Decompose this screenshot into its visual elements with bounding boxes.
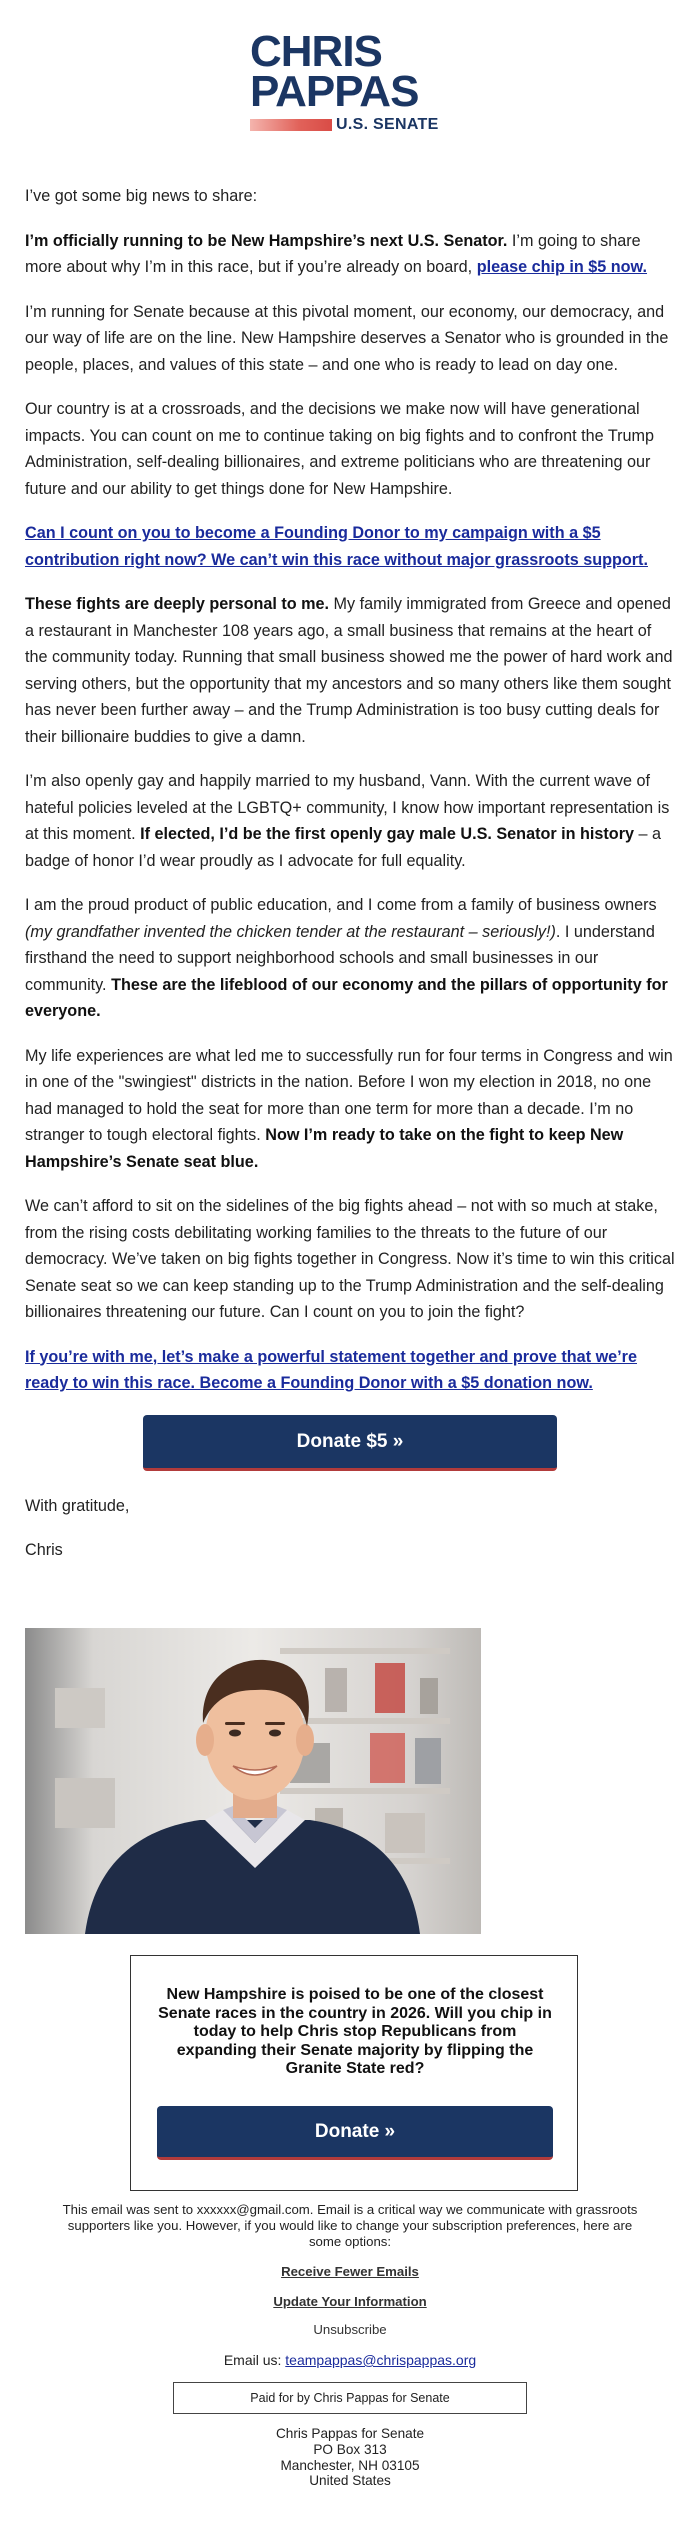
education-paragraph: I am the proud product of public education, and I come from a family of business owners (my grandfather invented the chicken tender at the restaurant – seriously!). I understand firsthand the need to support neighborhood schools and small businesses in our community. These are the lifeblood of our economy and the pillars of opportunity for everyone. [25,896,668,1020]
donate-cta-paragraph [25,1344,675,1397]
address-country: United States [309,2473,391,2489]
chip-in-link[interactable]: please chip in $5 now. [476,258,648,276]
callout-text: New Hampshire is poised to be one of the closest Senate races in the country in 2026. Will you chip in today to help Chris stop Republicans from expanding their Senate majority by flipping the Granite State red? [158,1986,552,2077]
logo-subtitle-row [250,116,460,134]
receive-fewer-emails-link[interactable]: Receive Fewer Emails [281,2264,419,2279]
family-paragraph: These fights are deeply personal to me. My family immigrated from Greece and opened a restaurant in Manchester 108 years ago, a small business that remains at the heart of the community today. Running that small business showed me the power of hard work and serving others, but the opportunity that my ancestors and so many others like them sought has never been further away – and the Trump Administration is too busy cutting deals for their billionaire buddies to give a damn. [25,595,673,746]
email-body [25,183,675,1582]
email-us-line: Email us: teampappas@chrispappas.org [223,2352,477,2368]
campaign-logo [250,27,460,142]
crossroads-paragraph: Our country is at a crossroads, and the decisions we make now will have generational impacts. You can count on me to continue taking on big fights and to confront the Trump Administration, self-dealing billionaires, and extreme politicians who are threatening our future and our ability to get things done for New Hampshire. [25,400,655,498]
experience-paragraph: My life experiences are what led me to successfully run for four terms in Congress and win in one of the "swingiest" districts in the nation. Before I won my election in 2018, no one had managed to hold the seat for more than one term for more than a decade. I’m no stranger to tough electoral fights. Now I’m ready to take on the fight to keep New Hampshire’s Senate seat blue. [25,1046,673,1171]
unsubscribe-link[interactable]: Unsubscribe [313,2322,387,2337]
logo-first-name: CHRIS [250,27,382,76]
equality-paragraph: I’m also openly gay and happily married to my husband, Vann. With the current wave of hateful policies leveled at the LGBTQ+ community, I know how important representation is at this moment. If elected, I’d be the first openly gay male U.S. Senator in history – a badge of honor I’d wear proudly as I advocate for full equality. [25,772,670,870]
callout-donate-button[interactable]: Donate » [157,2106,553,2160]
update-information-link[interactable]: Update Your Information [273,2294,427,2309]
callout-box [130,1955,578,2191]
closing-line: With gratitude, [25,1496,130,1515]
founding-donor-link[interactable]: Can I count on you to become a Founding Donor to my campaign with a $5 contribution right now? We can’t win this race without major grassroots support. [25,524,648,569]
intro-paragraph: I’ve got some big news to share: [25,187,258,205]
why-running-paragraph: I’m running for Senate because at this pivotal moment, our economy, our democracy, and our way of life are on the line. New Hampshire deserves a Senator who is grounded in the people, places, and values of this state – and one who is ready to lead on day one. [25,302,669,374]
address-name: Chris Pappas for Senate [275,2426,425,2441]
logo-subtitle: U.S. SENATE [336,116,439,133]
logo-stripe [250,119,332,131]
logo-last-name: PAPPAS [250,67,419,116]
donate-button-row [25,1415,675,1471]
signature: Chris [25,1541,63,1559]
footer-notice: This email was sent to xxxxxx@gmail.com. Email is a critical way we communicate with grassroots supporters like you. However, if you would like to change your subscription preferences, here are some options: [62,2202,638,2249]
donate-5-button[interactable]: Donate $5 » [143,1415,557,1471]
address-po-box: PO Box 313 [313,2441,387,2457]
paid-for-disclaimer: Paid for by Chris Pappas for Senate [173,2382,527,2414]
announcement-paragraph: I’m officially running to be New Hampshire’s next U.S. Senator. I’m going to share more about why I’m in this race, but if you’re already on board, please chip in $5 now. [25,231,648,276]
address-city: Manchester, NH 03105 [280,2457,420,2473]
email-footer [60,2202,640,2489]
contact-email-link[interactable]: teampappas@chrispappas.org [285,2352,477,2368]
join-fight-paragraph: We can’t afford to sit on the sidelines of the big fights ahead – not with so much at stake, from the rising costs debilitating working families to the threats to the future of our democracy. We’ve taken on big fights together in Congress. Now it’s time to win this critical Senate seat so we can keep standing up to the Trump Administration and the self-dealing billionaires threatening our future. Can I count on you to join the fight? [25,1197,675,1321]
donate-now-link[interactable]: If you’re with me, let’s make a powerful statement together and prove that we’re ready to win this race. Become a Founding Donor with a $5 donation now. [25,1347,637,1392]
candidate-photo-illustration [25,1628,481,1934]
candidate-photo [25,1628,481,1934]
founding-donor-paragraph [25,520,675,573]
mailing-address [60,2426,640,2489]
